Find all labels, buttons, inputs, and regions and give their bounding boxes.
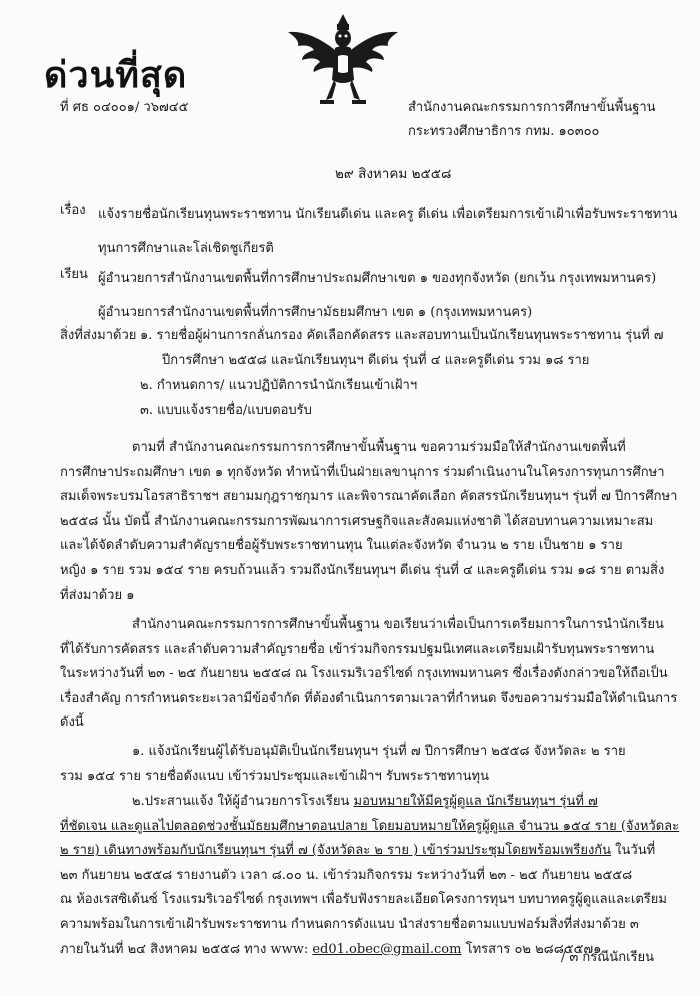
enclosure-item: ๒. กำหนดการ/ แนวปฏิบัติการนำนักเรียนเข้าเฝ้าฯ <box>140 378 418 393</box>
body-item-1 <box>60 740 652 789</box>
paragraph-line: ๒๕๕๘ นั้น บัดนี้ สำนักงานคณะกรรมการพัฒนาการเศรษฐกิจและสังคมแห่งชาติ ได้สอบทานความเหมาะสม <box>60 513 654 529</box>
paragraph-line: ที่ส่งมาด้วย ๑ <box>60 587 135 603</box>
underlined-instruction: ๒ ราย) เดินทางพร้อมกับนักเรียนทุนฯ รุ่นที่ ๗ (จังหวัดละ ๒ ราย ) เข้าร่วมประชุมโดยพร้อมเพรียงกัน <box>60 843 612 859</box>
urgent-stamp: ด่วนที่สุด <box>44 55 188 96</box>
continued-page-marker: / ๓ กรณีนักเรียน <box>560 950 654 965</box>
item-text: ๒.ประสานแจ้ง ให้ผู้อำนวยการโรงเรียน <box>132 794 354 809</box>
body-paragraph-1 <box>60 436 678 608</box>
paragraph-line: สำนักงานคณะกรรมการการศึกษาขั้นพื้นฐาน ขอเรียนว่าเพื่อเป็นการเตรียมการในการนำนักเรียน <box>132 617 664 632</box>
enclosures-list <box>140 323 664 423</box>
recipient-line: ผู้อำนวยการสำนักงานเขตพื้นที่การศึกษาประถมศึกษาเขต ๑ ของทุกจังหวัด (ยกเว้น กรุงเทพมหานคร) <box>98 271 657 286</box>
recipient-line: ผู้อำนวยการสำนักงานเขตพื้นที่การศึกษามัธยมศึกษา เขต ๑ (กรุงเทพมหานคร) <box>98 305 533 320</box>
document-reference-number: ที่ ศธ ๐๔๐๐๑/ ว๖๗๔๕ <box>60 100 189 115</box>
paragraph-line: ๑. แจ้งนักเรียนผู้ได้รับอนุมัติเป็นนักเรียนทุนฯ รุ่นที่ ๗ ปีการศึกษา ๒๕๕๘ จังหวัดละ ๒ ราย <box>132 744 626 759</box>
garuda-emblem-icon <box>280 10 406 110</box>
email-link[interactable]: ed01.obec@gmail.com <box>312 941 462 957</box>
underlined-instruction: มอบหมายให้มีครูผู้ดูแล นักเรียนทุนฯ รุ่นที่ ๗ <box>353 794 598 809</box>
paragraph-line <box>60 839 656 864</box>
paragraph-line: การศึกษาประถมศึกษา เขต ๑ ทุกจังหวัด ทำหน้าที่เป็นฝ่ายเลขานุการ ร่วมดำเนินงานในโครงการทุนการศึกษา <box>60 464 665 480</box>
paragraph-line: ณ ห้องเรสซิเด้นซ์ โรงแรมริเวอร์ไซด์ กรุงเทพฯ เพื่อรับฟังรายละเอียดโครงการทุนฯ บทบาทครูผู้ดูแลและเตรียม <box>60 892 667 908</box>
body-paragraph-2 <box>60 613 678 736</box>
paragraph-line: ในระหว่างวันที่ ๒๓ - ๒๕ กันยายน ๒๕๕๘ ณ โรงแรมริเวอร์ไซด์ กรุงเทพมหานคร ซึ่งเรื่องดังกล่าวขอให้ถือเป็น <box>60 666 668 682</box>
item-text: ภายในวันที่ ๒๔ สิงหาคม ๒๕๕๘ ทาง www: <box>60 941 313 957</box>
recipient-label: เรียน <box>60 267 88 282</box>
paragraph-line: สมเด็จพระบรมโอรสาธิราชฯ สยามมกุฎราชกุมาร และพิจารณาคัดเลือก คัดสรรนักเรียนทุนฯ รุ่นที่ ๗ ปีการศึกษา <box>60 489 678 505</box>
subject-text <box>98 198 678 266</box>
agency-name: สำนักงานคณะกรรมการการศึกษาขั้นพื้นฐาน <box>408 100 656 115</box>
enclosure-item: ๑. รายชื่อผู้ผ่านการกลั่นกรอง คัดเลือกคัดสรร และสอบทานเป็นนักเรียนทุนพระราชทาน รุ่นที่ ๗ <box>140 328 664 343</box>
paragraph-line: ที่ได้รับการคัดสรร และลำดับความสำคัญรายชื่อ เข้าร่วมกิจกรรมปฐมนิเทศและเตรียมเฝ้ารับทุนพระราชทาน <box>60 641 655 657</box>
agency-address: กระทรวงศึกษาธิการ กทม. ๑๐๓๐๐ <box>408 124 600 139</box>
item-text: ในวันที่ <box>611 843 656 859</box>
paragraph-line: เรื่องสำคัญ การกำหนดระยะเวลามีข้อจำกัด ที่ต้องดำเนินการตามเวลาที่กำหนด จึงขอความร่วมมือให้ดำเนินการ <box>60 690 678 706</box>
body-item-2 <box>60 790 680 962</box>
paragraph-line: ความพร้อมในการเข้าเฝ้ารับพระราชทาน กำหนดการดังแนบ นำส่งรายชื่อตามแบบฟอร์มสิ่งที่ส่งมาด้วย ๓ <box>60 916 639 932</box>
enclosure-item-continued: ปีการศึกษา ๒๕๕๘ และนักเรียนทุนฯ ดีเด่น รุ่นที่ ๔ และครูดีเด่น รวม ๑๘ ราย <box>162 353 590 368</box>
paragraph-line: ดังนี้ <box>60 715 84 731</box>
issuing-agency <box>408 96 656 144</box>
underlined-instruction: ที่ชัดเจน และดูแลไปตลอดช่วงชั้นมัธยมศึกษาตอนปลาย โดยมอบหมายให้ครูผู้ดูแล จำนวน ๑๕๔ ราย (จังหวัดละ <box>60 818 680 834</box>
paragraph-line: และได้จัดลำดับความสำคัญรายชื่อผู้รับพระราชทานทุน ในแต่ละจังหวัด จำนวน ๒ ราย เป็นชาย ๑ ราย <box>60 538 623 554</box>
enclosures-label: สิ่งที่ส่งมาด้วย <box>60 328 137 343</box>
subject-label: เรื่อง <box>60 203 86 218</box>
paragraph-line: ๒๓ กันยายน ๒๕๕๘ รายงานตัว เวลา ๘.๐๐ น. เข้าร่วมกิจกรรม ระหว่างวันที่ ๒๓ - ๒๕ กันยายน ๒๕๕๘ <box>60 867 633 883</box>
enclosure-item: ๓. แบบแจ้งรายชื่อ/แบบตอบรับ <box>140 403 312 418</box>
subject-line: แจ้งรายชื่อนักเรียนทุนพระราชทาน นักเรียนดีเด่น และครู ดีเด่น เพื่อเตรียมการเข้าเฝ้าเพื่อรับพระราชทาน <box>98 207 678 222</box>
fax-number: โทรสาร ๐๒ ๒๘๘๕๕๗๑ <box>461 941 602 957</box>
recipient-text <box>98 262 656 330</box>
paragraph-line <box>60 790 652 815</box>
subject-line: ทุนการศึกษาและโล่เชิดชูเกียรติ <box>98 241 274 256</box>
paragraph-line: รวม ๑๕๔ ราย รายชื่อดังแนบ เข้าร่วมประชุมและเข้าเฝ้าฯ รับพระราชทานทุน <box>60 768 489 784</box>
paragraph-line: ตามที่ สำนักงานคณะกรรมการการศึกษาขั้นพื้นฐาน ขอความร่วมมือให้สำนักงานเขตพื้นที่ <box>132 440 626 455</box>
document-date: ๒๙ สิงหาคม ๒๕๕๘ <box>335 166 452 182</box>
paragraph-line: หญิง ๑ ราย รวม ๑๕๔ ราย ครบถ้วนแล้ว รวมถึงนักเรียนทุนฯ ดีเด่น รุ่นที่ ๔ และครูดีเด่น รวม ๑๘ ราย ตามสิ่ง <box>60 562 665 578</box>
